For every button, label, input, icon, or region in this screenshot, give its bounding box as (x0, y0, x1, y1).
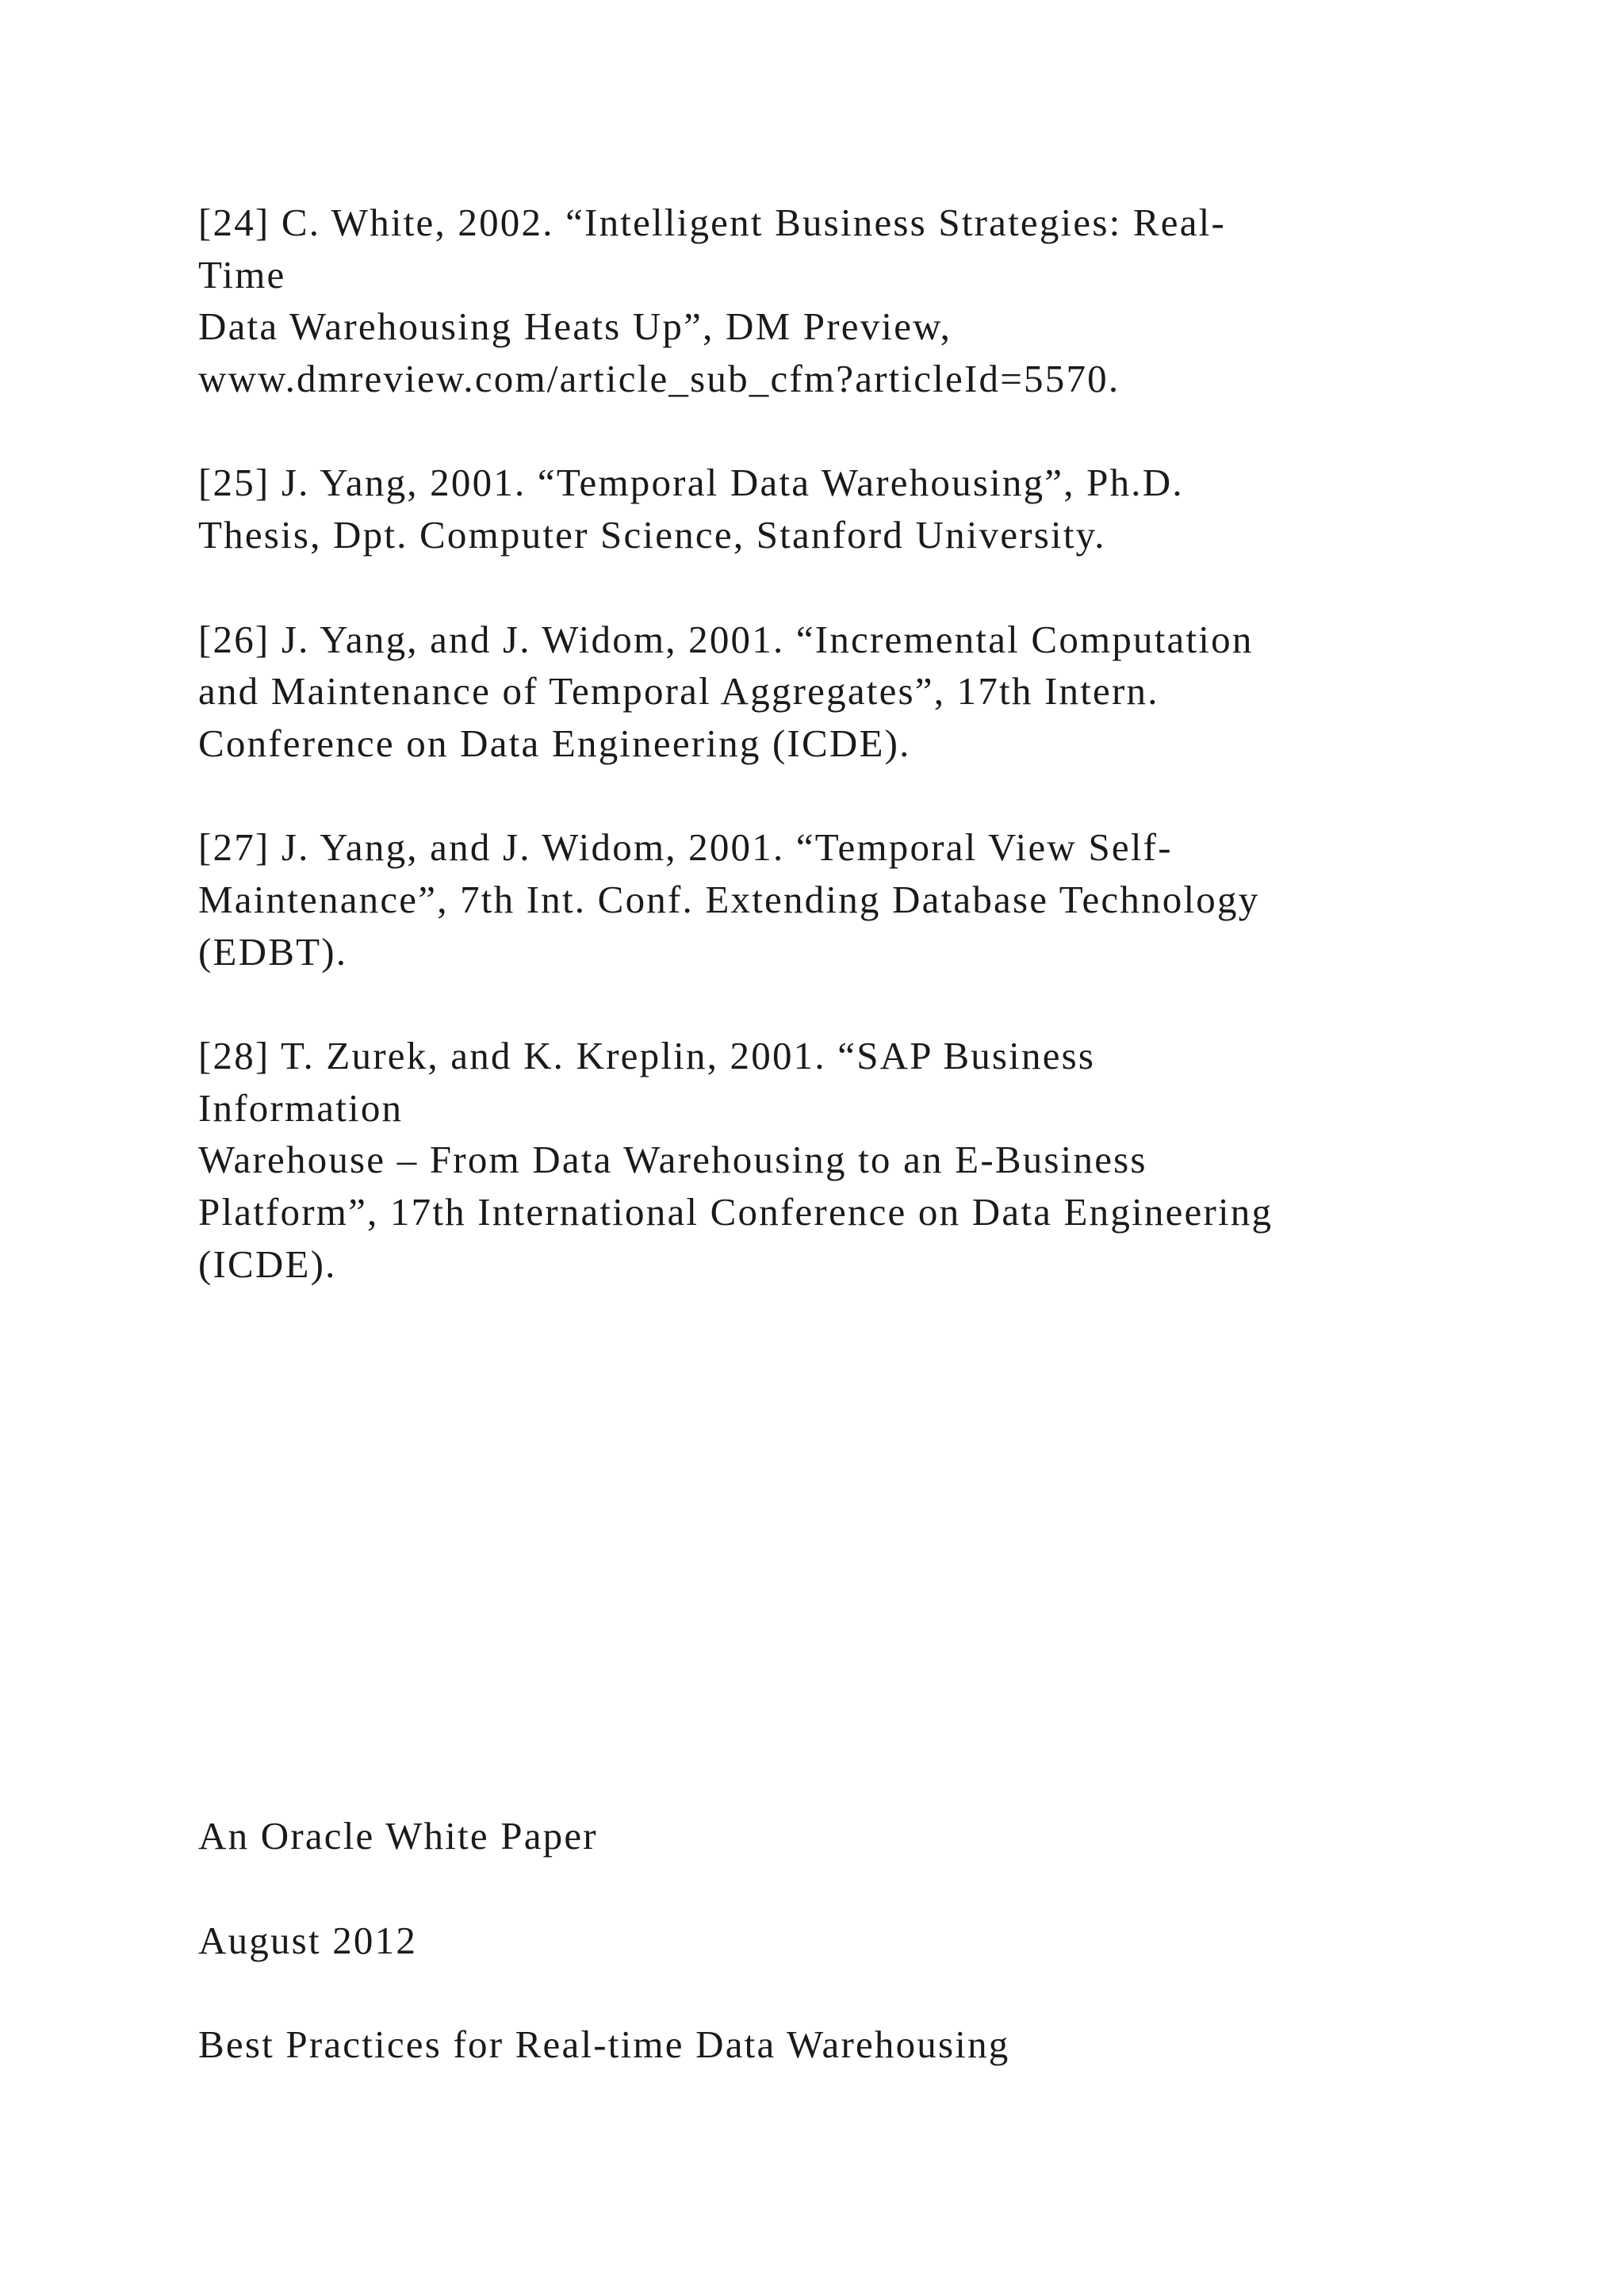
reference-line: Conference on Data Engineering (ICDE). (198, 721, 911, 765)
reference-line: Maintenance”, 7th Int. Conf. Extending Database Technology (198, 877, 1260, 921)
reference-list (198, 197, 1435, 1342)
reference-line: (ICDE). (198, 1242, 337, 1286)
reference-line: [24] C. White, 2002. “Intelligent Business Strategies: Real- (198, 201, 1226, 244)
reference-28 (198, 1030, 1435, 1290)
reference-line: [28] T. Zurek, and K. Kreplin, 2001. “SAP Business (198, 1034, 1096, 1078)
reference-27 (198, 821, 1435, 978)
white-paper-footer (198, 1810, 1435, 2123)
reference-24 (198, 197, 1435, 404)
reference-line: and Maintenance of Temporal Aggregates”, 17th Intern. (198, 669, 1159, 714)
reference-line: Thesis, Dpt. Computer Science, Stanford University. (198, 512, 1106, 557)
document-title: Best Practices for Real-time Data Warehousing (198, 2022, 1010, 2067)
reference-line: [25] J. Yang, 2001. “Temporal Data Warehousing”, Ph.D. (198, 461, 1184, 505)
reference-line: Warehouse – From Data Warehousing to an E-Business (198, 1138, 1147, 1182)
reference-line: Information (198, 1085, 404, 1130)
reference-line: (EDBT). (198, 929, 348, 974)
reference-line: www.dmreview.com/article_sub_cfm?articleId=5570. (198, 356, 1120, 400)
reference-line: [27] J. Yang, and J. Widom, 2001. “Temporal View Self- (198, 825, 1173, 870)
reference-line: [26] J. Yang, and J. Widom, 2001. “Incremental Computation (198, 617, 1254, 661)
document-type: An Oracle White Paper (198, 1814, 598, 1858)
reference-line: Data Warehousing Heats Up”, DM Preview, (198, 304, 952, 349)
reference-25 (198, 457, 1435, 561)
reference-line: Time (198, 252, 286, 297)
document-date: August 2012 (198, 1918, 418, 1962)
reference-26 (198, 614, 1435, 770)
reference-line: Platform”, 17th International Conference on Data Engineering (198, 1189, 1274, 1234)
